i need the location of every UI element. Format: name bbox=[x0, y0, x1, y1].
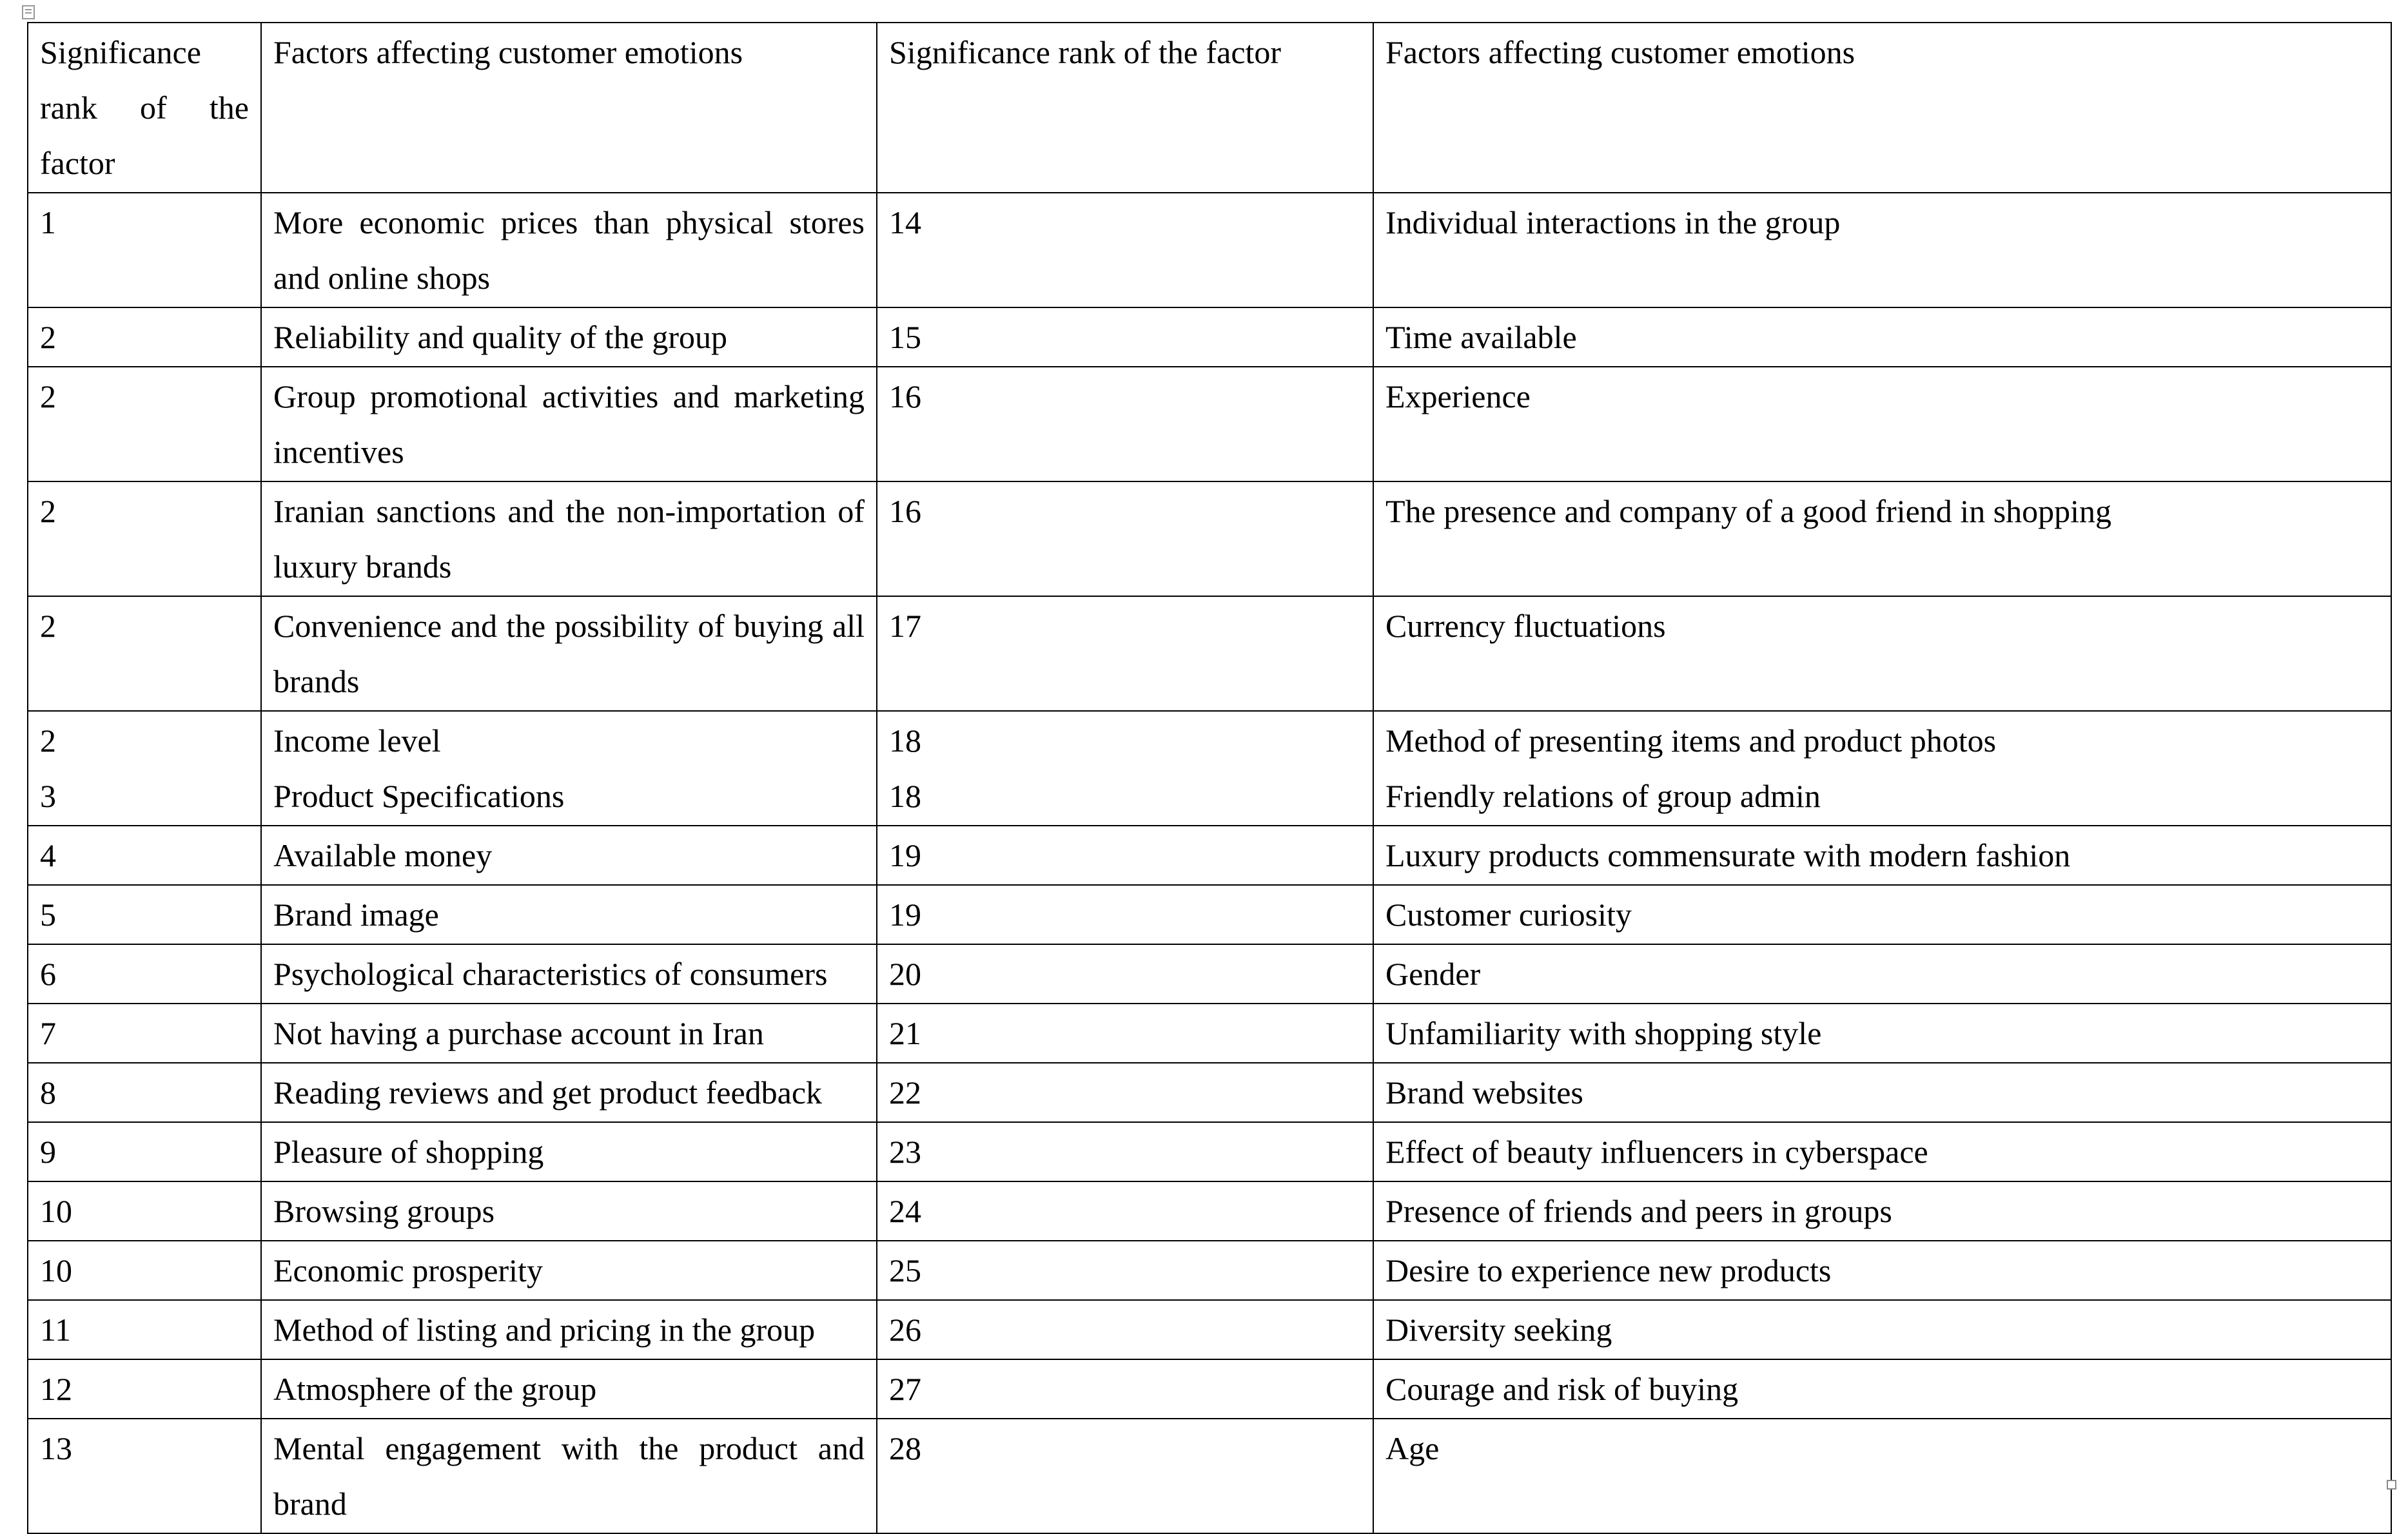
header-significance-rank-right: Significance rank of the factor bbox=[877, 23, 1373, 193]
table-move-handle-icon[interactable] bbox=[22, 5, 35, 19]
rank-cell bbox=[877, 307, 1373, 367]
rank-cell bbox=[877, 1063, 1373, 1122]
cell-line: Time available bbox=[1385, 319, 1577, 355]
rank-cell bbox=[28, 596, 261, 711]
cell-line: Individual interactions in the group bbox=[1385, 204, 1841, 240]
rank-cell bbox=[28, 1063, 261, 1122]
cell-line: 2 bbox=[40, 378, 56, 414]
cell-line: 18 bbox=[889, 723, 921, 759]
rank-cell bbox=[28, 1004, 261, 1063]
factor-cell bbox=[1373, 711, 2391, 826]
table-row bbox=[28, 1300, 2391, 1359]
table-row bbox=[28, 307, 2391, 367]
table-resize-handle-icon[interactable] bbox=[2387, 1480, 2396, 1490]
cell-line: Method of presenting items and product photos bbox=[1385, 723, 1997, 759]
table-body bbox=[28, 193, 2391, 1533]
cell-line: Luxury products commensurate with modern fashion bbox=[1385, 837, 2071, 873]
table-row bbox=[28, 826, 2391, 885]
factor-cell bbox=[261, 1419, 877, 1533]
rank-cell bbox=[877, 826, 1373, 885]
cell-line: Effect of beauty influencers in cyberspace bbox=[1385, 1134, 1928, 1170]
cell-line: 2 bbox=[40, 493, 56, 529]
cell-line: The presence and company of a good friend in shopping bbox=[1385, 493, 2112, 529]
cell-line: 9 bbox=[40, 1134, 56, 1170]
rank-cell bbox=[28, 1359, 261, 1419]
rank-cell bbox=[877, 1359, 1373, 1419]
table-row bbox=[28, 885, 2391, 944]
table-row bbox=[28, 1241, 2391, 1300]
rank-cell bbox=[877, 481, 1373, 596]
factor-cell bbox=[261, 1004, 877, 1063]
cell-line: Diversity seeking bbox=[1385, 1312, 1612, 1348]
table-row bbox=[28, 1359, 2391, 1419]
cell-line: 18 bbox=[889, 778, 921, 814]
factor-cell bbox=[261, 367, 877, 481]
table-row bbox=[28, 711, 2391, 826]
table-row bbox=[28, 1181, 2391, 1241]
factor-cell bbox=[261, 711, 877, 826]
cell-line: Friendly relations of group admin bbox=[1385, 778, 1821, 814]
factor-cell bbox=[1373, 1241, 2391, 1300]
cell-line: Group promotional activities and marketing incentives bbox=[273, 378, 865, 470]
cell-line: 4 bbox=[40, 837, 56, 873]
factor-cell bbox=[1373, 1359, 2391, 1419]
cell-line: Browsing groups bbox=[273, 1193, 495, 1229]
factor-cell bbox=[1373, 826, 2391, 885]
table-row bbox=[28, 1122, 2391, 1181]
rank-cell bbox=[28, 367, 261, 481]
rank-cell bbox=[28, 1122, 261, 1181]
cell-line: Income level bbox=[273, 723, 441, 759]
cell-line: 17 bbox=[889, 608, 921, 644]
factor-cell bbox=[1373, 481, 2391, 596]
table-row bbox=[28, 481, 2391, 596]
cell-line: 13 bbox=[40, 1430, 72, 1466]
cell-line: Psychological characteristics of consumers bbox=[273, 956, 828, 992]
cell-line: Desire to experience new products bbox=[1385, 1252, 1832, 1288]
cell-line: Mental engagement with the product and brand bbox=[273, 1430, 865, 1522]
cell-line: Presence of friends and peers in groups bbox=[1385, 1193, 1892, 1229]
factors-table bbox=[27, 22, 2392, 1534]
factor-cell bbox=[261, 1300, 877, 1359]
rank-cell bbox=[28, 826, 261, 885]
rank-cell bbox=[28, 481, 261, 596]
table-row bbox=[28, 1419, 2391, 1533]
factor-cell bbox=[1373, 1181, 2391, 1241]
cell-line: Age bbox=[1385, 1430, 1440, 1466]
cell-line: 27 bbox=[889, 1371, 921, 1407]
cell-line: 12 bbox=[40, 1371, 72, 1407]
factor-cell bbox=[1373, 944, 2391, 1004]
cell-line: 19 bbox=[889, 837, 921, 873]
cell-line: 14 bbox=[889, 204, 921, 240]
cell-line: 21 bbox=[889, 1015, 921, 1051]
cell-line: 2 bbox=[40, 723, 56, 759]
rank-cell bbox=[877, 711, 1373, 826]
factor-cell bbox=[1373, 1300, 2391, 1359]
rank-cell bbox=[28, 885, 261, 944]
cell-line: Pleasure of shopping bbox=[273, 1134, 544, 1170]
cell-line: Reading reviews and get product feedback bbox=[273, 1074, 823, 1111]
table-row bbox=[28, 596, 2391, 711]
rank-cell bbox=[877, 885, 1373, 944]
rank-cell bbox=[28, 193, 261, 307]
factor-cell bbox=[261, 307, 877, 367]
cell-line: 16 bbox=[889, 493, 921, 529]
rank-cell bbox=[877, 1241, 1373, 1300]
factor-cell bbox=[261, 1241, 877, 1300]
cell-line: 10 bbox=[40, 1252, 72, 1288]
cell-line: 19 bbox=[889, 897, 921, 933]
cell-line: 26 bbox=[889, 1312, 921, 1348]
rank-cell bbox=[28, 1241, 261, 1300]
cell-line: 20 bbox=[889, 956, 921, 992]
cell-line: Method of listing and pricing in the group bbox=[273, 1312, 816, 1348]
cell-line: 7 bbox=[40, 1015, 56, 1051]
rank-cell bbox=[877, 367, 1373, 481]
cell-line: Unfamiliarity with shopping style bbox=[1385, 1015, 1822, 1051]
rank-cell bbox=[28, 1300, 261, 1359]
table-row bbox=[28, 367, 2391, 481]
cell-line: 15 bbox=[889, 319, 921, 355]
cell-line: Iranian sanctions and the non-importation of luxury brands bbox=[273, 493, 865, 585]
cell-line: Atmosphere of the group bbox=[273, 1371, 597, 1407]
cell-line: More economic prices than physical stores and online shops bbox=[273, 204, 865, 296]
cell-line: Available money bbox=[273, 837, 493, 873]
cell-line: Currency fluctuations bbox=[1385, 608, 1666, 644]
cell-line: Customer curiosity bbox=[1385, 897, 1632, 933]
cell-line: Reliability and quality of the group bbox=[273, 319, 728, 355]
table-row bbox=[28, 193, 2391, 307]
cell-line: Courage and risk of buying bbox=[1385, 1371, 1739, 1407]
table-row bbox=[28, 1004, 2391, 1063]
factor-cell bbox=[261, 944, 877, 1004]
factor-cell bbox=[1373, 1419, 2391, 1533]
header-factors-left: Factors affecting customer emotions bbox=[261, 23, 877, 193]
rank-cell bbox=[28, 944, 261, 1004]
factor-cell bbox=[1373, 1004, 2391, 1063]
rank-cell bbox=[877, 1004, 1373, 1063]
table-row bbox=[28, 944, 2391, 1004]
factor-cell bbox=[261, 1359, 877, 1419]
factor-cell bbox=[261, 885, 877, 944]
rank-cell bbox=[877, 1181, 1373, 1241]
factor-cell bbox=[261, 1063, 877, 1122]
factor-cell bbox=[261, 193, 877, 307]
cell-line: 8 bbox=[40, 1074, 56, 1111]
cell-line: 11 bbox=[40, 1312, 72, 1348]
table-header-row bbox=[28, 23, 2391, 193]
factor-cell bbox=[261, 596, 877, 711]
rank-cell bbox=[28, 307, 261, 367]
cell-line: Brand image bbox=[273, 897, 439, 933]
cell-line: Economic prosperity bbox=[273, 1252, 543, 1288]
factor-cell bbox=[1373, 1122, 2391, 1181]
rank-cell bbox=[28, 1419, 261, 1533]
cell-line: 23 bbox=[889, 1134, 921, 1170]
cell-line: 2 bbox=[40, 608, 56, 644]
factor-cell bbox=[261, 481, 877, 596]
cell-line: Not having a purchase account in Iran bbox=[273, 1015, 764, 1051]
factor-cell bbox=[1373, 596, 2391, 711]
cell-line: 22 bbox=[889, 1074, 921, 1111]
cell-line: 10 bbox=[40, 1193, 72, 1229]
factor-cell bbox=[1373, 307, 2391, 367]
cell-line: 24 bbox=[889, 1193, 921, 1229]
cell-line: 28 bbox=[889, 1430, 921, 1466]
rank-cell bbox=[877, 596, 1373, 711]
rank-cell bbox=[877, 1300, 1373, 1359]
cell-line: Product Specifications bbox=[273, 778, 565, 814]
rank-cell bbox=[877, 944, 1373, 1004]
rank-cell bbox=[877, 1419, 1373, 1533]
factor-cell bbox=[1373, 193, 2391, 307]
factor-cell bbox=[261, 826, 877, 885]
cell-line: 1 bbox=[40, 204, 56, 240]
factor-cell bbox=[1373, 1063, 2391, 1122]
factor-cell bbox=[261, 1122, 877, 1181]
cell-line: 3 bbox=[40, 778, 56, 814]
cell-line: 6 bbox=[40, 956, 56, 992]
cell-line: Gender bbox=[1385, 956, 1481, 992]
header-factors-right: Factors affecting customer emotions bbox=[1373, 23, 2391, 193]
cell-line: 5 bbox=[40, 897, 56, 933]
cell-line: Experience bbox=[1385, 378, 1531, 414]
rank-cell bbox=[877, 1122, 1373, 1181]
cell-line: Convenience and the possibility of buying all brands bbox=[273, 608, 865, 699]
factor-cell bbox=[261, 1181, 877, 1241]
cell-line: Brand websites bbox=[1385, 1074, 1583, 1111]
header-significance-rank-left: Significance rank of the factor bbox=[28, 23, 261, 193]
cell-line: 25 bbox=[889, 1252, 921, 1288]
rank-cell bbox=[28, 1181, 261, 1241]
cell-line: 2 bbox=[40, 319, 56, 355]
cell-line: 16 bbox=[889, 378, 921, 414]
rank-cell bbox=[877, 193, 1373, 307]
rank-cell bbox=[28, 711, 261, 826]
factor-cell bbox=[1373, 885, 2391, 944]
factor-cell bbox=[1373, 367, 2391, 481]
table-row bbox=[28, 1063, 2391, 1122]
